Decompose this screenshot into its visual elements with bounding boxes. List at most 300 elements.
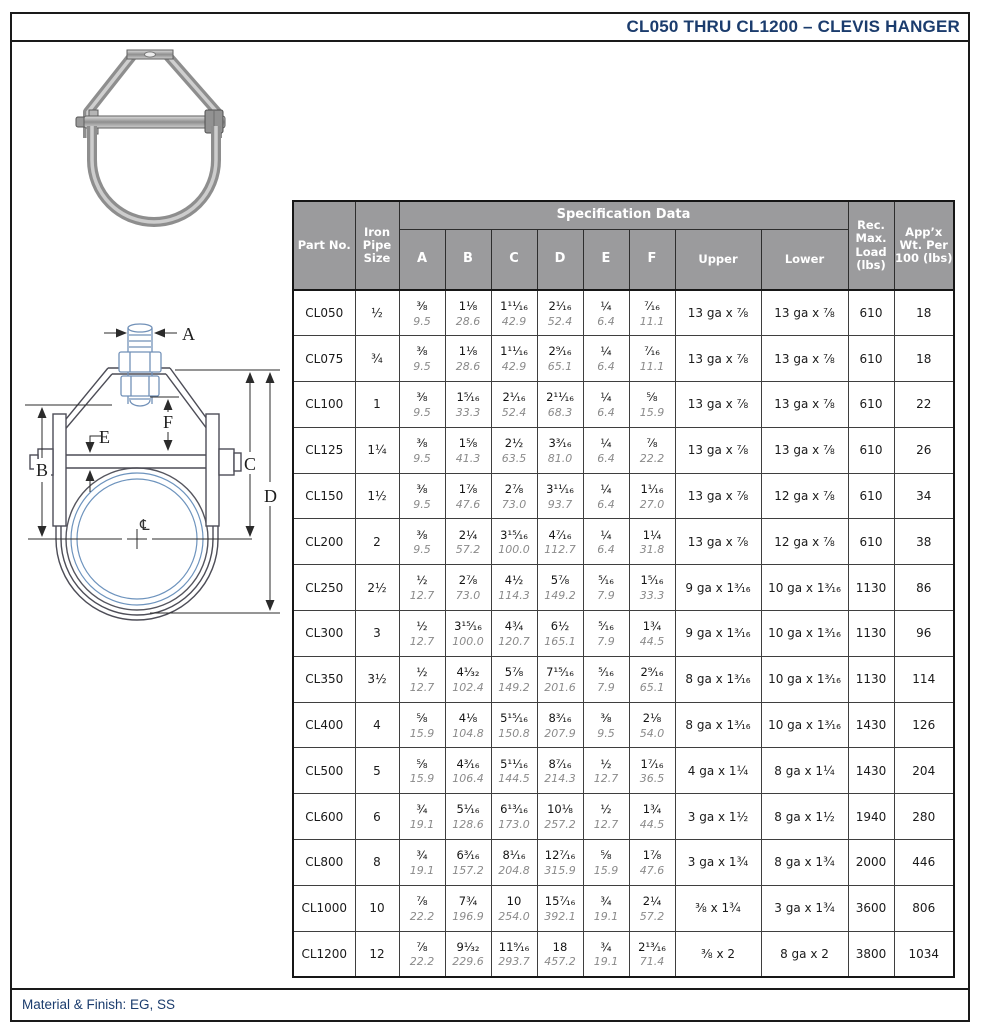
metric-value: 93.7 (547, 497, 573, 511)
imperial-value: ¼ (600, 298, 612, 313)
pipe-size-cell: 12 (355, 931, 399, 977)
imperial-value: 4⅛ (458, 710, 478, 725)
weight-cell: 18 (894, 336, 954, 382)
metric-value: 52.4 (547, 314, 573, 328)
dim-f-cell (629, 702, 675, 748)
upper-cell: ⅜ x 1¾ (675, 885, 761, 931)
label-d: D (264, 486, 277, 506)
lower-cell: 13 ga x ⅞ (761, 427, 848, 473)
dim-e-cell (583, 656, 629, 702)
metric-value: 12.7 (593, 818, 619, 832)
dim-d-cell (537, 565, 583, 611)
imperial-value: ⅝ (416, 756, 428, 771)
dim-f-cell (629, 656, 675, 702)
upper-cell: 4 ga x 1¼ (675, 748, 761, 794)
lower-cell: 13 ga x ⅞ (761, 290, 848, 336)
imperial-value: 4½ (504, 573, 524, 588)
dim-e-cell (583, 702, 629, 748)
dim-f-cell (629, 611, 675, 657)
imperial-value: 2¹¹⁄₁₆ (546, 390, 574, 405)
upper-cell: 13 ga x ⅞ (675, 382, 761, 428)
metric-value: 19.1 (409, 818, 435, 832)
table-row (293, 702, 954, 748)
dim-d-cell (537, 931, 583, 977)
metric-value: 229.6 (452, 955, 484, 969)
lower-cell: 10 ga x 1³⁄₁₆ (761, 656, 848, 702)
imperial-value: ¼ (600, 390, 612, 405)
upper-cell: 13 ga x ⅞ (675, 427, 761, 473)
weight-cell: 22 (894, 382, 954, 428)
metric-value: 22.2 (409, 955, 435, 969)
load-cell: 1430 (848, 702, 894, 748)
imperial-value: 4⁷⁄₁₆ (548, 527, 572, 542)
dim-a-cell (399, 931, 445, 977)
metric-value: 6.4 (597, 543, 615, 557)
dim-f-cell (629, 748, 675, 794)
dim-d-cell (537, 840, 583, 886)
dim-d-cell (537, 519, 583, 565)
imperial-value: ¾ (416, 848, 428, 863)
imperial-value: 2¹³⁄₁₆ (638, 939, 666, 954)
metric-value: 31.8 (639, 543, 665, 557)
dim-c-cell (491, 427, 537, 473)
metric-value: 15.9 (639, 405, 665, 419)
footer-bar (12, 988, 968, 1020)
dim-f-cell (629, 290, 675, 336)
part-number-link[interactable]: CL100 (293, 382, 355, 428)
imperial-value: 2⁹⁄₁₆ (548, 344, 572, 359)
imperial-value: 9¹⁄₃₂ (456, 939, 480, 954)
imperial-value: ⅜ (416, 390, 428, 405)
imperial-value: ¼ (600, 481, 612, 496)
metric-value: 28.6 (455, 360, 481, 374)
lower-cell: 12 ga x ⅞ (761, 519, 848, 565)
table-row (293, 382, 954, 428)
imperial-value: 3¹⁵⁄₁₆ (500, 527, 528, 542)
clevis-lower-strap (92, 126, 216, 222)
metric-value: 9.5 (413, 360, 431, 374)
header-col-c: C (491, 230, 537, 291)
imperial-value: 3³⁄₁₆ (548, 436, 572, 451)
upper-cell: 3 ga x 1½ (675, 794, 761, 840)
weight-cell: 96 (894, 611, 954, 657)
weight-cell: 446 (894, 840, 954, 886)
imperial-value: ⁵⁄₁₆ (598, 573, 614, 588)
table-row (293, 611, 954, 657)
pipe-size-cell: 3 (355, 611, 399, 657)
part-number-link[interactable]: CL400 (293, 702, 355, 748)
centerline-symbol: ℄ (140, 516, 150, 534)
metric-value: 7.9 (597, 589, 615, 603)
imperial-value: ¼ (600, 436, 612, 451)
dim-c-cell (491, 382, 537, 428)
imperial-value: 8³⁄₁₆ (548, 710, 572, 725)
load-cell: 1130 (848, 611, 894, 657)
imperial-value: 2⅞ (458, 573, 478, 588)
header-col-e: E (583, 230, 629, 291)
dim-c-cell (491, 565, 537, 611)
imperial-value: 5⅞ (504, 665, 524, 680)
metric-value: 22.2 (409, 909, 435, 923)
metric-value: 44.5 (639, 634, 665, 648)
upper-cell: 9 ga x 1³⁄₁₆ (675, 611, 761, 657)
metric-value: 57.2 (639, 909, 665, 923)
dim-a-cell (399, 519, 445, 565)
dim-f-cell (629, 382, 675, 428)
metric-value: 63.5 (501, 451, 527, 465)
part-number-link[interactable]: CL050 (293, 290, 355, 336)
metric-value: 457.2 (544, 955, 576, 969)
dim-a-cell (399, 427, 445, 473)
metric-value: 102.4 (452, 680, 484, 694)
imperial-value: ⅜ (416, 481, 428, 496)
imperial-value: 1⁷⁄₁₆ (640, 756, 664, 771)
imperial-value: ¾ (600, 939, 612, 954)
metric-value: 28.6 (455, 314, 481, 328)
table-row (293, 748, 954, 794)
lower-cell: 8 ga x 1¼ (761, 748, 848, 794)
table-row (293, 290, 954, 336)
dim-c-cell (491, 336, 537, 382)
dim-c-cell (491, 840, 537, 886)
metric-value: 6.4 (597, 314, 615, 328)
table-row (293, 840, 954, 886)
table-row (293, 519, 954, 565)
header-col-f: F (629, 230, 675, 291)
metric-value: 100.0 (452, 634, 484, 648)
dim-e-cell (583, 382, 629, 428)
metric-value: 12.7 (409, 589, 435, 603)
imperial-value: 10⅛ (547, 802, 573, 817)
dim-c-cell (491, 748, 537, 794)
dim-e-cell (583, 794, 629, 840)
dim-c-cell (491, 702, 537, 748)
metric-value: 7.9 (597, 680, 615, 694)
imperial-value: ⅞ (646, 436, 658, 451)
load-cell: 1130 (848, 656, 894, 702)
metric-value: 114.3 (498, 589, 530, 603)
dim-f-cell (629, 931, 675, 977)
pipe-size-cell: ½ (355, 290, 399, 336)
header-col-lower: Lower (761, 230, 848, 291)
upper-cell: 9 ga x 1³⁄₁₆ (675, 565, 761, 611)
imperial-value: 2½ (504, 436, 524, 451)
part-number-link[interactable]: CL250 (293, 565, 355, 611)
imperial-value: 7¹⁵⁄₁₆ (546, 665, 574, 680)
metric-value: 54.0 (639, 726, 665, 740)
imperial-value: ½ (600, 756, 612, 771)
pipe-size-cell: 5 (355, 748, 399, 794)
dim-e-cell (583, 885, 629, 931)
part-number-link[interactable]: CL075 (293, 336, 355, 382)
metric-value: 207.9 (544, 726, 576, 740)
metric-value: 19.1 (593, 909, 619, 923)
dim-f-cell (629, 885, 675, 931)
label-f: F (163, 412, 174, 432)
metric-value: 71.4 (639, 955, 665, 969)
metric-value: 6.4 (597, 497, 615, 511)
table-row (293, 427, 954, 473)
lower-cell: 10 ga x 1³⁄₁₆ (761, 611, 848, 657)
imperial-value: 1⁵⁄₁₆ (640, 573, 664, 588)
load-cell: 610 (848, 336, 894, 382)
metric-value: 44.5 (639, 818, 665, 832)
table-row (293, 473, 954, 519)
imperial-value: 2⅞ (504, 481, 524, 496)
metric-value: 214.3 (544, 772, 576, 786)
header-part-no: Part No. (293, 201, 355, 290)
metric-value: 392.1 (544, 909, 576, 923)
imperial-value: 1⅛ (458, 344, 478, 359)
metric-value: 73.0 (455, 589, 481, 603)
lower-cell: 3 ga x 1¾ (761, 885, 848, 931)
lower-cell: 8 ga x 1¾ (761, 840, 848, 886)
pipe-size-cell: 2 (355, 519, 399, 565)
dim-f-cell (629, 794, 675, 840)
imperial-value: ⅝ (600, 848, 612, 863)
imperial-value: ⅜ (600, 710, 612, 725)
dim-e-cell (583, 473, 629, 519)
dim-b-cell (445, 748, 491, 794)
table-row (293, 931, 954, 977)
imperial-value: ¼ (600, 527, 612, 542)
dim-a-cell (399, 565, 445, 611)
dim-d-cell (537, 702, 583, 748)
metric-value: 201.6 (544, 680, 576, 694)
lower-cell: 10 ga x 1³⁄₁₆ (761, 565, 848, 611)
table-row (293, 336, 954, 382)
imperial-value: 6³⁄₁₆ (456, 848, 480, 863)
pipe-size-cell: 4 (355, 702, 399, 748)
metric-value: 196.9 (452, 909, 484, 923)
metric-value: 6.4 (597, 451, 615, 465)
imperial-value: 1¾ (642, 619, 662, 634)
lower-cell: 10 ga x 1³⁄₁₆ (761, 702, 848, 748)
imperial-value: 6¹³⁄₁₆ (500, 802, 528, 817)
metric-value: 173.0 (498, 818, 530, 832)
part-number-link[interactable]: CL500 (293, 748, 355, 794)
imperial-value: ⁵⁄₁₆ (598, 665, 614, 680)
header-spec-data: Specification Data (399, 201, 848, 230)
imperial-value: 5¹⁄₁₆ (456, 802, 480, 817)
imperial-value: 12⁷⁄₁₆ (544, 848, 576, 863)
spec-table (292, 200, 955, 978)
header-col-d: D (537, 230, 583, 291)
metric-value: 315.9 (544, 863, 576, 877)
metric-value: 149.2 (544, 589, 576, 603)
dim-b-cell (445, 840, 491, 886)
imperial-value: 8¹⁄₁₆ (502, 848, 526, 863)
metric-value: 57.2 (455, 543, 481, 557)
pipe-size-cell: 1½ (355, 473, 399, 519)
imperial-value: 1⅝ (458, 436, 478, 451)
metric-value: 68.3 (547, 405, 573, 419)
metric-value: 47.6 (455, 497, 481, 511)
dim-d-cell (537, 748, 583, 794)
imperial-value: ⅝ (416, 710, 428, 725)
imperial-value: 8⁷⁄₁₆ (548, 756, 572, 771)
imperial-value: 1¹⁄₁₆ (640, 481, 664, 496)
lower-cell: 13 ga x ⅞ (761, 382, 848, 428)
metric-value: 33.3 (639, 589, 665, 603)
upper-cell: 13 ga x ⅞ (675, 519, 761, 565)
metric-value: 15.9 (409, 772, 435, 786)
dim-e-cell (583, 840, 629, 886)
dim-a-cell (399, 473, 445, 519)
load-cell: 610 (848, 473, 894, 519)
imperial-value: ⁵⁄₁₆ (598, 619, 614, 634)
label-c: C (244, 454, 257, 474)
metric-value: 15.9 (409, 726, 435, 740)
part-number-link[interactable]: CL150 (293, 473, 355, 519)
imperial-value: ½ (600, 802, 612, 817)
label-b: B (36, 460, 49, 480)
dim-a-cell (399, 794, 445, 840)
part-number-link[interactable]: CL800 (293, 840, 355, 886)
dim-c-cell (491, 794, 537, 840)
part-number-link[interactable]: CL350 (293, 656, 355, 702)
imperial-value: 11⁹⁄₁₆ (498, 939, 530, 954)
metric-value: 144.5 (498, 772, 530, 786)
dim-f-cell (629, 840, 675, 886)
header-col-a: A (399, 230, 445, 291)
part-number-link[interactable]: CL600 (293, 794, 355, 840)
metric-value: 257.2 (544, 818, 576, 832)
table-row (293, 565, 954, 611)
imperial-value: 1¼ (642, 527, 662, 542)
upper-cell: 8 ga x 1³⁄₁₆ (675, 702, 761, 748)
metric-value: 128.6 (452, 818, 484, 832)
imperial-value: 5¹¹⁄₁₆ (500, 756, 528, 771)
metric-value: 9.5 (413, 405, 431, 419)
imperial-value: 15⁷⁄₁₆ (544, 894, 576, 909)
imperial-value: 1⅛ (458, 298, 478, 313)
dim-c-cell (491, 473, 537, 519)
imperial-value: 4¹⁄₃₂ (456, 665, 480, 680)
imperial-value: ½ (416, 619, 428, 634)
imperial-value: 2¹⁄₁₆ (502, 390, 526, 405)
dim-a-cell (399, 382, 445, 428)
page-frame (10, 12, 970, 1022)
part-number-link[interactable]: CL1000 (293, 885, 355, 931)
metric-value: 7.9 (597, 634, 615, 648)
imperial-value: 1¾ (642, 802, 662, 817)
dim-b-cell (445, 565, 491, 611)
weight-cell: 114 (894, 656, 954, 702)
metric-value: 9.5 (413, 497, 431, 511)
header-rec-max-load: Rec. Max. Load (lbs) (848, 201, 894, 290)
imperial-value: ⅝ (646, 390, 658, 405)
metric-value: 52.4 (501, 405, 527, 419)
dim-d-cell (537, 382, 583, 428)
load-cell: 3600 (848, 885, 894, 931)
weight-cell: 806 (894, 885, 954, 931)
metric-value: 254.0 (498, 909, 530, 923)
dim-d-cell (537, 473, 583, 519)
metric-value: 33.3 (455, 405, 481, 419)
dim-e-cell (583, 427, 629, 473)
dim-d-cell (537, 611, 583, 657)
imperial-value: ⅜ (416, 344, 428, 359)
load-cell: 610 (848, 382, 894, 428)
weight-cell: 280 (894, 794, 954, 840)
weight-cell: 86 (894, 565, 954, 611)
pipe-size-cell: 6 (355, 794, 399, 840)
dim-c-cell (491, 656, 537, 702)
upper-cell: 13 ga x ⅞ (675, 473, 761, 519)
part-number-link[interactable]: CL125 (293, 427, 355, 473)
metric-value: 47.6 (639, 863, 665, 877)
dim-f-cell (629, 427, 675, 473)
imperial-value: ½ (416, 573, 428, 588)
dim-b-cell (445, 290, 491, 336)
dim-f-cell (629, 336, 675, 382)
load-cell: 1130 (848, 565, 894, 611)
imperial-value: ½ (416, 665, 428, 680)
imperial-value: 1⅞ (458, 481, 478, 496)
dim-b-cell (445, 656, 491, 702)
lower-cell: 8 ga x 1½ (761, 794, 848, 840)
upper-cell: 13 ga x ⅞ (675, 290, 761, 336)
imperial-value: ⁷⁄₁₆ (644, 298, 660, 313)
table-row (293, 794, 954, 840)
dim-b-cell (445, 519, 491, 565)
metric-value: 36.5 (639, 772, 665, 786)
page-title: CL050 THRU CL1200 – CLEVIS HANGER (626, 17, 960, 36)
metric-value: 19.1 (409, 863, 435, 877)
dim-e-cell (583, 611, 629, 657)
imperial-value: 1⅞ (642, 848, 662, 863)
metric-value: 6.4 (597, 360, 615, 374)
part-number-link[interactable]: CL200 (293, 519, 355, 565)
imperial-value: 3¹⁵⁄₁₆ (454, 619, 482, 634)
dim-e-cell (583, 931, 629, 977)
upper-cell: 13 ga x ⅞ (675, 336, 761, 382)
metric-value: 9.5 (413, 451, 431, 465)
dim-c-cell (491, 519, 537, 565)
metric-value: 81.0 (547, 451, 573, 465)
imperial-value: 10 (506, 894, 522, 909)
metric-value: 9.5 (413, 543, 431, 557)
imperial-value: ¾ (600, 894, 612, 909)
pipe-size-cell: 3½ (355, 656, 399, 702)
dimension-diagram (15, 298, 297, 632)
load-cell: 3800 (848, 931, 894, 977)
imperial-value: ¾ (416, 802, 428, 817)
header-col-upper: Upper (675, 230, 761, 291)
metric-value: 157.2 (452, 863, 484, 877)
dim-a-cell (399, 885, 445, 931)
part-number-link[interactable]: CL300 (293, 611, 355, 657)
dim-a-cell (399, 611, 445, 657)
metric-value: 104.8 (452, 726, 484, 740)
product-photo (25, 35, 240, 235)
pipe-size-cell: ¾ (355, 336, 399, 382)
upper-cell: 3 ga x 1¾ (675, 840, 761, 886)
metric-value: 12.7 (409, 634, 435, 648)
dim-b-cell (445, 931, 491, 977)
metric-value: 42.9 (501, 360, 527, 374)
dim-f-cell (629, 473, 675, 519)
dim-b-cell (445, 794, 491, 840)
pipe-size-cell: 10 (355, 885, 399, 931)
part-number-link[interactable]: CL1200 (293, 931, 355, 977)
metric-value: 106.4 (452, 772, 484, 786)
spec-table-header (293, 201, 954, 290)
imperial-value: 2¹⁄₁₆ (548, 298, 572, 313)
metric-value: 9.5 (413, 314, 431, 328)
dim-d-cell (537, 427, 583, 473)
